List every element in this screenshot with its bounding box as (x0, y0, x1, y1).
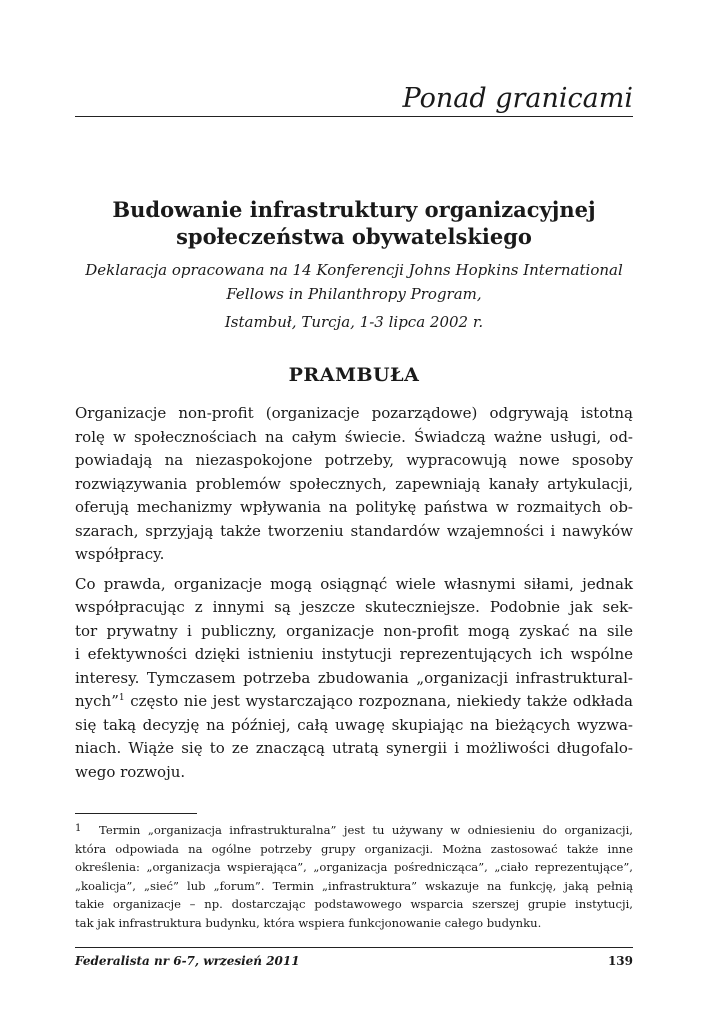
document-subtitle (75, 258, 633, 334)
footnote-line: określenia: „organizacja wspierająca”, „organizacja pośrednicząca”, „ciało reprezentujące”, (75, 860, 633, 875)
document-title (75, 196, 633, 250)
text-line: i efektywności dzięki istnieniu instytucji reprezentujących ich wspólne (75, 645, 633, 663)
paragraph (75, 402, 633, 567)
footnote-line: „koalicja”, „sieć” lub „forum”. Termin „infrastruktura” wskazuje na funkcję, jaką pełnią (75, 878, 633, 893)
header-rule (75, 116, 633, 117)
footnote (75, 820, 633, 933)
body-text (75, 402, 633, 784)
document-page (75, 0, 633, 1024)
text-line: oferują mechanizmy wpływania na politykę państwa w rozmaitych ob- (75, 498, 633, 516)
footnote-line (75, 820, 633, 840)
text-line (75, 690, 633, 714)
text-fragment: często nie jest wystarczająco rozpoznana, niekiedy także odkłada (124, 692, 633, 710)
title-line: społeczeństwa obywatelskiego (176, 224, 532, 249)
section-heading: PRAMBUŁA (288, 364, 420, 386)
text-line: współpracując z innymi są jeszcze skuteczniejsze. Podobnie jak sek- (75, 598, 633, 616)
text-line: niach. Wiąże się to ze znaczącą utratą synergii i możliwości długofalo- (75, 739, 633, 757)
footnote-rule (75, 813, 197, 814)
subtitle-place-date: Istambuł, Turcja, 1-3 lipca 2002 r. (224, 313, 484, 331)
subtitle-line: Fellows in Philanthropy Program, (226, 285, 482, 303)
title-line: Budowanie infrastruktury organizacyjnej (112, 197, 596, 222)
text-fragment: nych” (75, 692, 119, 710)
text-line: szarach, sprzyjają także tworzeniu standardów wzajemności i nawyków (75, 521, 633, 540)
text-fragment: Termin „organizacja infrastrukturalna” jest tu używany w odniesieniu do organizacji, (99, 823, 633, 837)
text-line: rolę w społecznościach na całym świecie. Świadczą ważne usługi, od- (75, 427, 633, 446)
paragraph (75, 573, 633, 785)
footnote-reference[interactable]: 1 (118, 693, 125, 703)
footnote-number: 1 (75, 823, 82, 834)
page-number: 139 (607, 954, 633, 968)
text-line: Co prawda, organizacje mogą osiągnąć wiele własnymi siłami, jednak (75, 574, 633, 593)
text-line: interesy. Tymczasem potrzeba zbudowania „organizacji infrastruktural- (75, 668, 633, 687)
text-line: rozwiązywania problemów społecznych, zapewniają kanały artykulacji, (75, 474, 633, 493)
subtitle-line: Deklaracja opracowana na 14 Konferencji Johns Hopkins International (85, 261, 623, 279)
footnote-line: takie organizacje – np. dostarczając podstawowego wsparcia szerszej grupie instytucji, (75, 897, 633, 912)
footer-rule (75, 947, 633, 948)
text-line: powiadają na niezaspokojone potrzeby, wypracowują nowe sposoby (75, 451, 633, 469)
text-line: się taką decyzję na później, całą uwagę skupiając na bieżących wyzwa- (75, 715, 633, 734)
footnote-line: tak jak infrastruktura budynku, która wspiera funkcjonowanie całego budynku. (75, 915, 542, 930)
footnote-line: która odpowiada na ogólne potrzeby grupy organizacji. Można zastosować także inne (75, 841, 633, 856)
text-line: współpracy. (75, 545, 165, 563)
text-line: Organizacje non-profit (organizacje pozarządowe) odgrywają istotną (75, 404, 633, 422)
running-head: Ponad granicami (402, 83, 633, 114)
text-line: wego rozwoju. (75, 762, 186, 781)
journal-citation: Federalista nr 6-7, wrzesień 2011 (75, 954, 300, 968)
text-line: tor prywatny i publiczny, organizacje non-profit mogą zyskać na sile (75, 621, 633, 640)
